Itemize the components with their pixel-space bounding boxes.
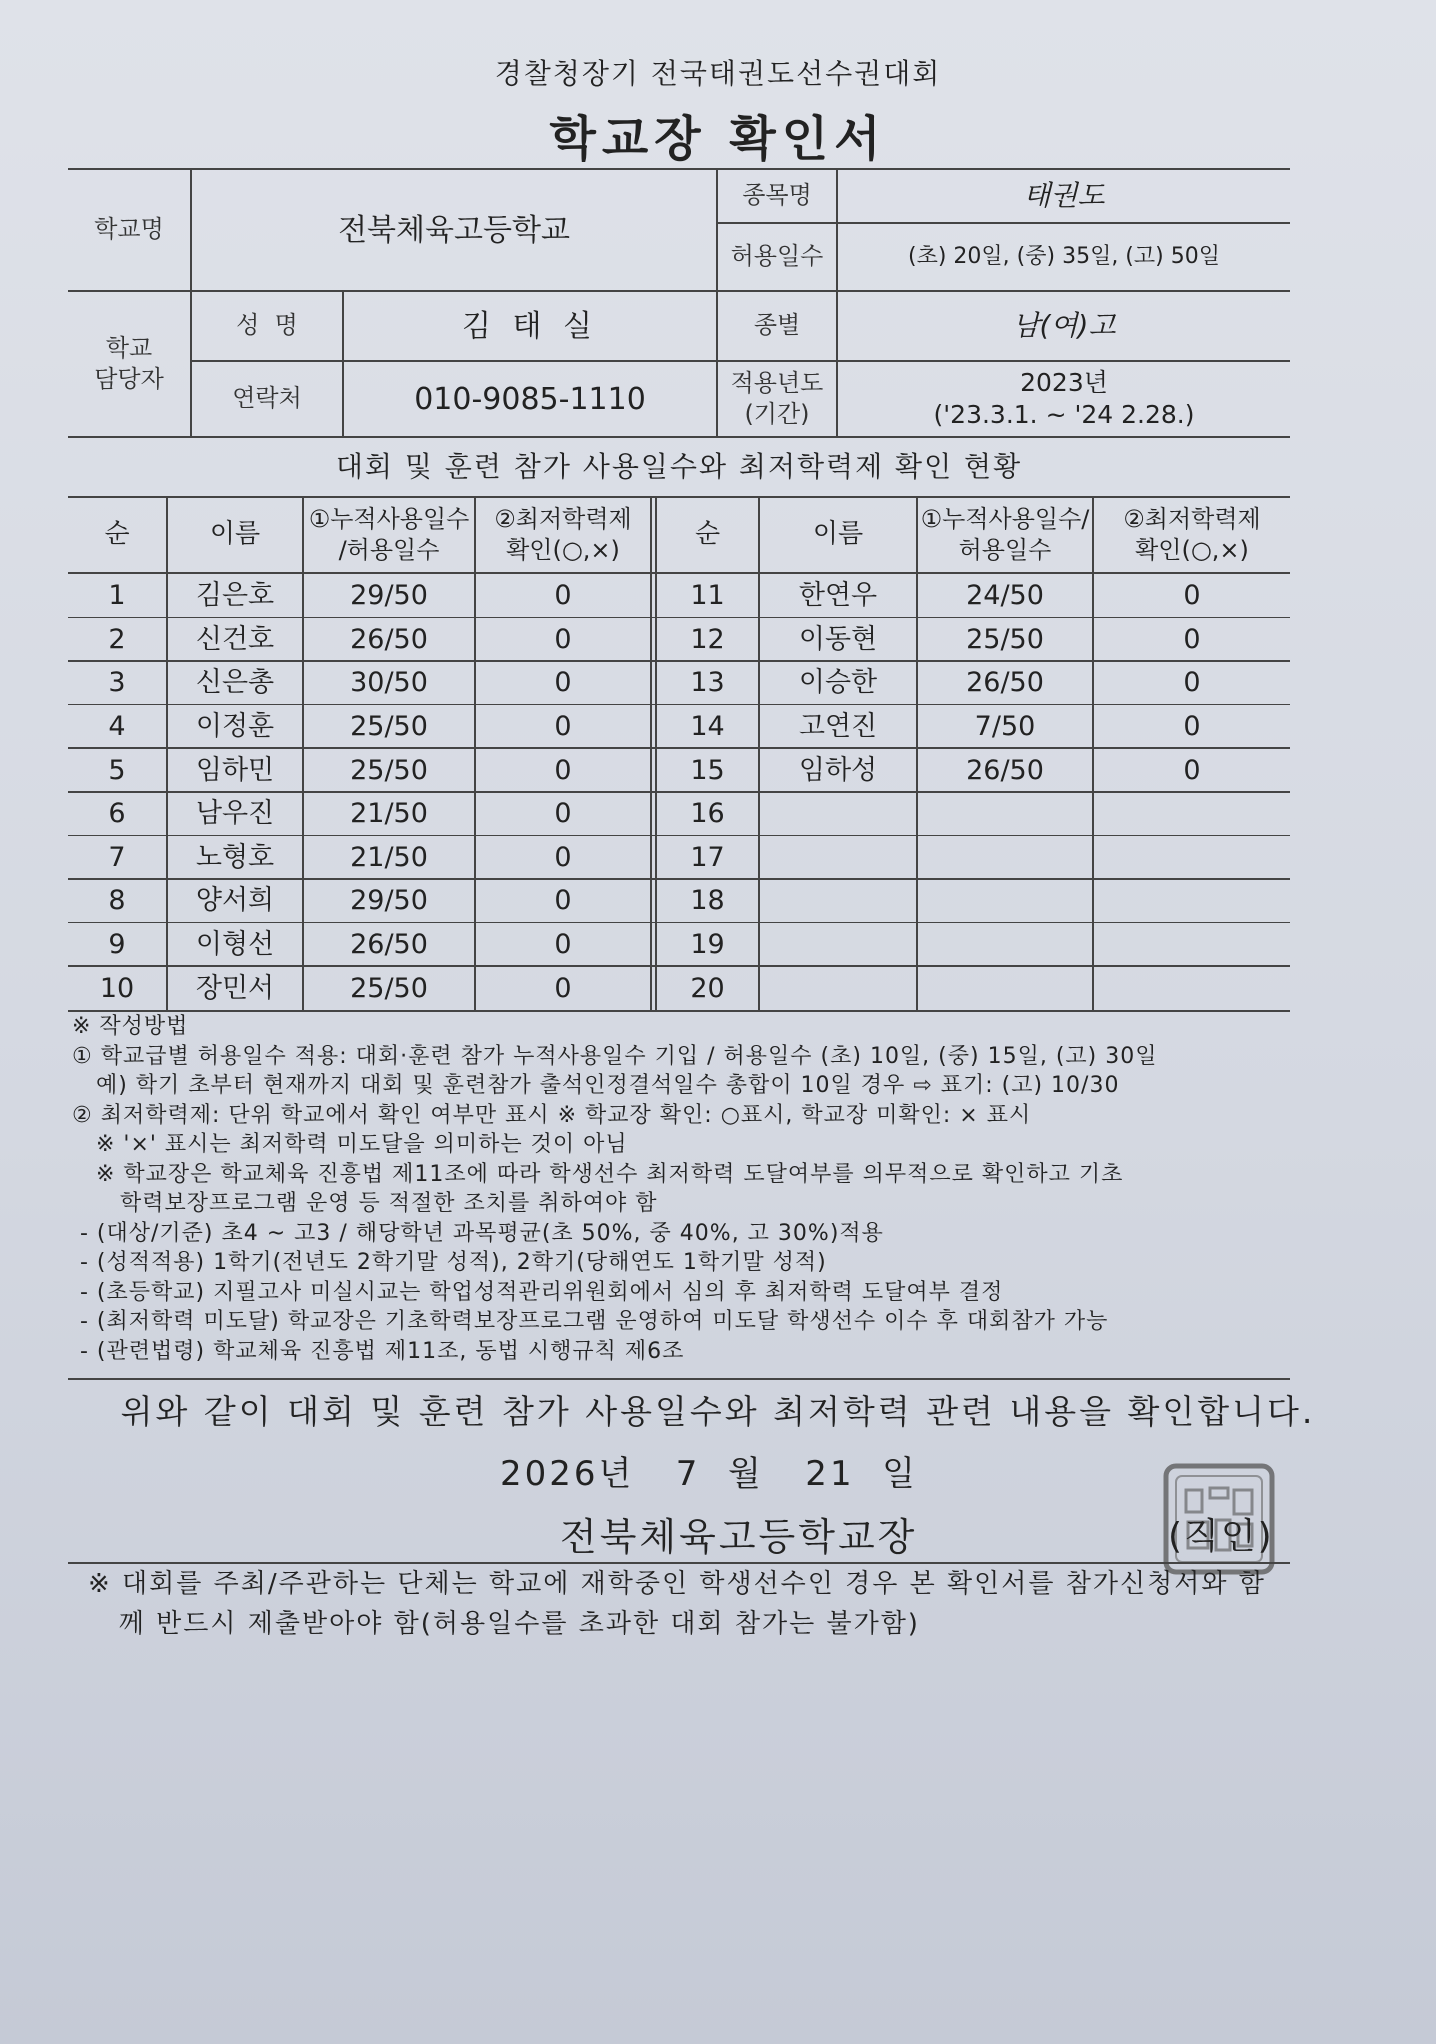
- cell-name-left: 신은총: [195, 667, 275, 699]
- cell-name-right: 이동현: [798, 623, 878, 655]
- cell-name-left: 이형선: [195, 929, 275, 961]
- header-name-left: 이름: [209, 519, 261, 550]
- cell-name-right: 한연우: [798, 580, 878, 612]
- confirmation-statement: 위와 같이 대회 및 훈련 참가 사용일수와 최저학력 관련 내용을 확인합니다.: [120, 1392, 1316, 1431]
- cell-name-left: 임하민: [195, 754, 275, 786]
- allowed-days-label: 허용일수: [730, 242, 824, 271]
- cell-check-right: [1094, 879, 1290, 923]
- note-line: 예) 학기 초부터 현재까지 대회 및 훈련참가 출석인정결석일수 총합이 10일 경우 ⇨ 표기: (고) 10/30: [72, 1073, 1120, 1098]
- cell-check-left: 0: [554, 798, 572, 830]
- cell-check-right: 0: [1183, 754, 1201, 786]
- cell-name-right: [760, 966, 916, 1010]
- footer-line: ※ 대회를 주최/주관하는 단체는 학교에 재학중인 학생선수인 경우 본 확인서를 참가신청서와 함: [88, 1569, 1266, 1599]
- cell-seq-right: 12: [690, 623, 725, 655]
- cell-days-left: 25/50: [350, 972, 428, 1004]
- manager-label: [68, 292, 190, 436]
- cell-days-right: [918, 836, 1092, 880]
- period-value: [838, 362, 1290, 436]
- cell-name-left: 남우진: [195, 798, 275, 830]
- category-value: 남(여)고: [1012, 308, 1116, 342]
- header-check-left-line2: 확인(○,×): [506, 536, 620, 564]
- cell-check-left: 0: [554, 580, 572, 612]
- cell-days-right: 26/50: [966, 754, 1044, 786]
- header-days-left-line2: /허용일수: [338, 536, 440, 564]
- cell-seq-left: 4: [108, 711, 126, 743]
- header-check-right: [1094, 498, 1290, 572]
- cell-check-right: [1094, 923, 1290, 967]
- note-line: ② 최저학력제: 단위 학교에서 확인 여부만 표시 ※ 학교장 확인: ○표시, 학교장 미확인: × 표시: [72, 1102, 1032, 1128]
- cell-name-right: [760, 792, 916, 836]
- cell-days-left: 25/50: [350, 754, 428, 786]
- cell-days-left: 30/50: [350, 667, 428, 699]
- cell-check-right: [1094, 966, 1290, 1010]
- cell-days-right: [918, 923, 1092, 967]
- cell-check-right: 0: [1183, 711, 1201, 743]
- cell-check-left: 0: [554, 711, 572, 743]
- manager-name-value: 김 태 실: [461, 308, 598, 344]
- cell-seq-left: 3: [108, 667, 126, 699]
- cell-check-right: 0: [1183, 667, 1201, 699]
- note-line: 학력보장프로그램 운영 등 적절한 조치를 취하여야 함: [72, 1191, 658, 1216]
- cell-name-right: 고연진: [798, 711, 878, 743]
- cell-days-right: 7/50: [974, 711, 1036, 743]
- cell-seq-left: 6: [108, 798, 126, 830]
- cell-check-right: 0: [1183, 623, 1201, 655]
- period-label-line1: 적용년도: [730, 368, 824, 397]
- header-seq-left: 순: [104, 519, 130, 550]
- cell-check-left: 0: [554, 929, 572, 961]
- contact-label: 연락처: [232, 384, 302, 413]
- school-name-label: 학교명: [94, 215, 164, 244]
- cell-days-right: [918, 966, 1092, 1010]
- note-line: - (대상/기준) 초4 ~ 고3 / 해당학년 과목평균(초 50%, 중 40%, 고 30%)적용: [72, 1220, 884, 1246]
- cell-name-left: 양서희: [195, 885, 275, 917]
- manager-label-line1: 학교: [105, 333, 153, 362]
- sport-label: 종목명: [742, 181, 812, 210]
- header-days-left-line1: ①누적사용일수: [308, 504, 470, 533]
- cell-seq-left: 5: [108, 754, 126, 786]
- cell-seq-right: 17: [690, 841, 725, 873]
- allowed-days-value: (초) 20일, (중) 35일, (고) 50일: [908, 243, 1220, 269]
- header-days-right: [918, 498, 1092, 572]
- sport-value: 태권도: [1023, 178, 1105, 212]
- footer-line: 께 반드시 제출받아야 함(허용일수를 초과한 대회 참가는 불가함): [88, 1609, 920, 1639]
- cell-seq-left: 7: [108, 841, 126, 873]
- cell-name-left: 신건호: [195, 623, 275, 655]
- cell-seq-right: 19: [690, 929, 725, 961]
- event-title: 경찰청장기 전국태권도선수권대회: [494, 57, 942, 90]
- seal-label: (직인): [1168, 1516, 1274, 1557]
- cell-seq-right: 16: [690, 798, 725, 830]
- header-check-left: [476, 498, 650, 572]
- school-name-value: 전북체육고등학교: [338, 212, 570, 248]
- period-label: [718, 362, 836, 436]
- cell-days-right: [918, 792, 1092, 836]
- cell-seq-right: 14: [690, 711, 725, 743]
- cell-seq-left: 8: [108, 885, 126, 917]
- cell-seq-right: 11: [690, 580, 725, 612]
- cell-days-right: [918, 879, 1092, 923]
- cell-name-left: 이정훈: [195, 711, 275, 743]
- note-line: - (최저학력 미도달) 학교장은 기초학력보장프로그램 운영하여 미도달 학생선수 이수 후 대회참가 가능: [72, 1309, 1109, 1334]
- note-line: - (성적적용) 1학기(전년도 2학기말 성적), 2학기(당해연도 1학기말 성적): [72, 1250, 827, 1275]
- cell-check-left: 0: [554, 623, 572, 655]
- manager-name-label: 성 명: [236, 311, 298, 340]
- cell-check-left: 0: [554, 841, 572, 873]
- cell-name-left: 노형호: [195, 841, 275, 873]
- note-line: ① 학교급별 허용일수 적용: 대회·훈련 참가 누적사용일수 기입 / 허용일수 (초) 10일, (중) 15일, (고) 30일: [72, 1043, 1158, 1069]
- confirmation-date: 2026년 7 월 21 일: [500, 1454, 919, 1494]
- cell-seq-left: 1: [108, 580, 126, 612]
- period-value-year: 2023년: [1020, 367, 1108, 397]
- cell-name-left: 장민서: [195, 972, 275, 1004]
- cell-days-left: 21/50: [350, 841, 428, 873]
- header-days-left: [304, 498, 474, 572]
- cell-days-right: 25/50: [966, 623, 1044, 655]
- header-check-right-line2: 확인(○,×): [1135, 536, 1249, 564]
- cell-days-right: 24/50: [966, 580, 1044, 612]
- cell-name-right: 이승한: [798, 667, 878, 699]
- header-name-right: 이름: [812, 519, 864, 550]
- cell-seq-right: 20: [690, 972, 725, 1004]
- cell-check-right: [1094, 836, 1290, 880]
- manager-label-line2: 담당자: [94, 365, 164, 393]
- note-line: ※ 작성방법: [72, 1014, 189, 1039]
- cell-name-left: 김은호: [195, 580, 275, 612]
- cell-check-left: 0: [554, 667, 572, 699]
- document-title: 학교장 확인서: [549, 111, 887, 167]
- cell-name-right: 임하성: [798, 754, 878, 786]
- header-days-right-line2: 허용일수: [958, 536, 1052, 564]
- cell-check-right: [1094, 792, 1290, 836]
- cell-days-left: 29/50: [350, 580, 428, 612]
- notes-divider: [68, 1378, 1290, 1380]
- header-days-right-line1: ①누적사용일수/: [920, 504, 1090, 533]
- cell-days-left: 21/50: [350, 798, 428, 830]
- cell-days-right: 26/50: [966, 667, 1044, 699]
- principal-school-name: 전북체육고등학교장: [560, 1515, 918, 1559]
- header-check-left-line1: ②최저학력제: [494, 504, 632, 533]
- period-value-range: ('23.3.1. ~ '24 2.28.): [933, 400, 1195, 429]
- cell-check-left: 0: [554, 754, 572, 786]
- cell-seq-right: 18: [690, 885, 725, 917]
- header-check-right-line1: ②최저학력제: [1123, 504, 1261, 533]
- cell-name-right: [760, 836, 916, 880]
- cell-check-right: 0: [1183, 580, 1201, 612]
- note-line: ※ '×' 표시는 최저학력 미도달을 의미하는 것이 아님: [72, 1132, 628, 1157]
- category-label: 종별: [753, 311, 801, 340]
- note-line: - (초등학교) 지필고사 미실시교는 학업성적관리위원회에서 심의 후 최저학력 도달여부 결정: [72, 1279, 1004, 1305]
- cell-seq-right: 15: [690, 754, 725, 786]
- header-seq-right: 순: [694, 519, 721, 550]
- contact-value: 010-9085-1110: [414, 381, 646, 417]
- cell-check-left: 0: [554, 972, 572, 1004]
- usage-section-title: 대회 및 훈련 참가 사용일수와 최저학력제 확인 현황: [335, 449, 1023, 483]
- cell-seq-left: 2: [108, 623, 126, 655]
- cell-seq-right: 13: [690, 667, 725, 699]
- cell-days-left: 26/50: [350, 929, 428, 961]
- cell-seq-left: 9: [108, 929, 126, 961]
- cell-days-left: 25/50: [350, 711, 428, 743]
- cell-name-right: [760, 923, 916, 967]
- note-line: ※ 학교장은 학교체육 진흥법 제11조에 따라 학생선수 최저학력 도달여부를 의무적으로 확인하고 기초: [72, 1161, 1124, 1187]
- cell-seq-left: 10: [99, 972, 135, 1004]
- cell-check-left: 0: [554, 885, 572, 917]
- note-line: - (관련법령) 학교체육 진흥법 제11조, 동법 시행규칙 제6조: [72, 1338, 685, 1364]
- cell-days-left: 26/50: [350, 623, 428, 655]
- cell-name-right: [760, 879, 916, 923]
- period-label-line2: (기간): [744, 400, 810, 428]
- cell-days-left: 29/50: [350, 885, 428, 917]
